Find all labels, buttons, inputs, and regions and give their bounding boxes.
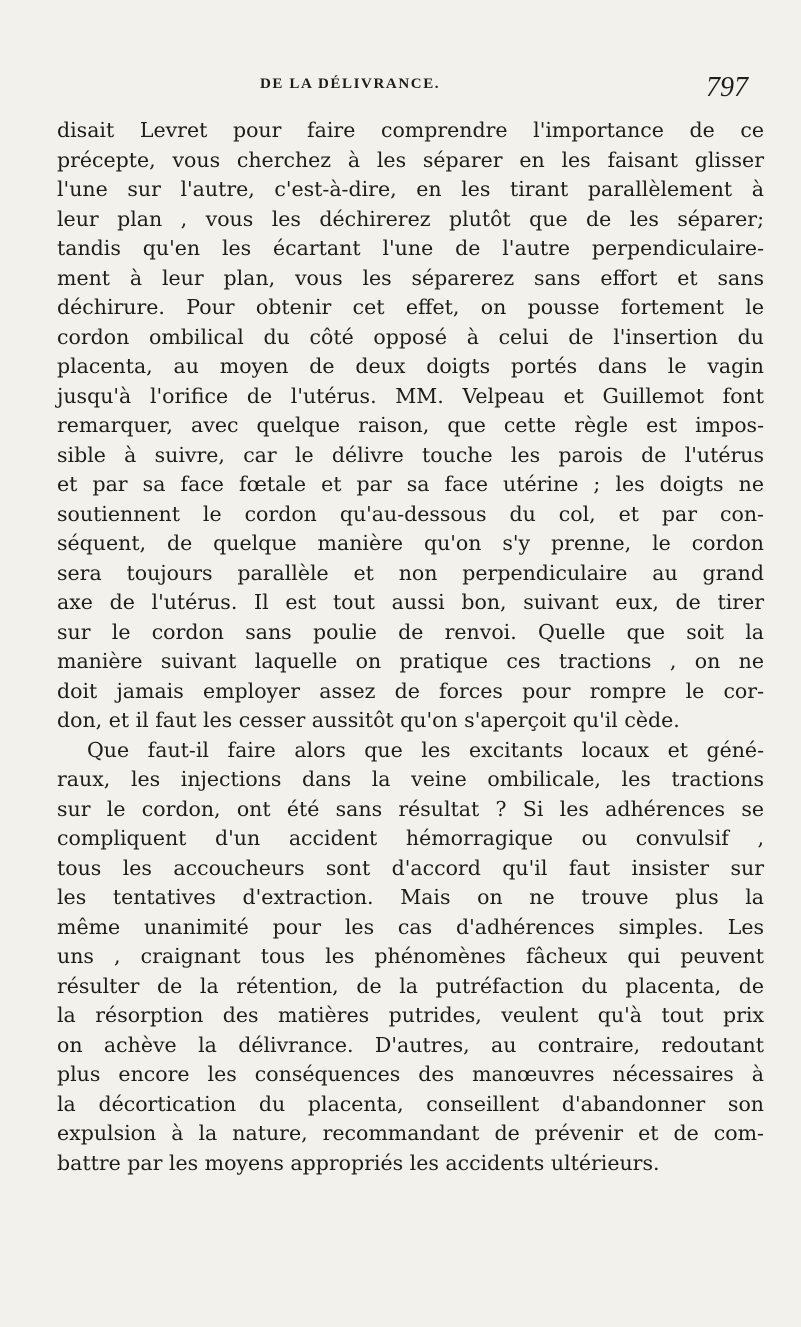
text-line: même unanimité pour les cas d'adhérences simples. Les xyxy=(57,914,764,939)
text-line: ment à leur plan, vous les séparerez sans effort et sans xyxy=(57,265,764,290)
text-line: et par sa face fœtale et par sa face utérine ; les doigts ne xyxy=(57,472,764,496)
text-line: précepte, vous cherchez à les séparer en les faisant glisser xyxy=(57,147,764,172)
text-line: sible à suivre, car le délivre touche les parois de l'utérus xyxy=(57,442,764,467)
body-text xyxy=(57,116,764,1178)
text-line: les tentatives d'extraction. Mais on ne trouve plus la xyxy=(57,885,764,909)
text-line: axe de l'utérus. Il est tout aussi bon, suivant eux, de tirer xyxy=(57,590,764,614)
text-line: séquent, de quelque manière qu'on s'y prenne, le cordon xyxy=(57,531,764,555)
text-line: placenta, au moyen de deux doigts portés dans le vagin xyxy=(57,354,764,378)
text-line: on achève la délivrance. D'autres, au contraire, redoutant xyxy=(57,1032,764,1057)
text-line: sur le cordon sans poulie de renvoi. Quelle que soit la xyxy=(57,619,764,644)
text-line: battre par les moyens appropriés les accidents ultérieurs. xyxy=(57,1150,660,1175)
text-line: soutiennent le cordon qu'au-dessous du col, et par con- xyxy=(57,501,764,526)
text-line: raux, les injections dans la veine ombilicale, les tractions xyxy=(57,767,764,791)
text-line: déchirure. Pour obtenir cet effet, on pousse fortement le xyxy=(57,295,764,319)
text-line: disait Levret pour faire comprendre l'importance de ce xyxy=(57,118,764,142)
text-line: jusqu'à l'orifice de l'utérus. MM. Velpeau et Guillemot font xyxy=(57,383,764,408)
text-line: la résorption des matières putrides, veulent qu'à tout prix xyxy=(57,1003,764,1027)
text-line: leur plan , vous les déchirerez plutôt que de les séparer; xyxy=(57,206,764,231)
text-line: manière suivant laquelle on pratique ces tractions , on ne xyxy=(57,649,764,673)
text-line: plus encore les conséquences des manœuvres nécessaires à xyxy=(57,1062,764,1086)
text-line: tandis qu'en les écartant l'une de l'autre perpendiculaire- xyxy=(57,236,764,260)
text-line: Que faut-il faire alors que les excitants locaux et géné- xyxy=(87,737,764,762)
text-line: cordon ombilical du côté opposé à celui de l'insertion du xyxy=(57,324,764,349)
text-line: résulter de la rétention, de la putréfaction du placenta, de xyxy=(57,973,764,998)
text-line: l'une sur l'autre, c'est-à-dire, en les tirant parallèlement à xyxy=(57,177,764,201)
text-line: tous les accoucheurs sont d'accord qu'il faut insister sur xyxy=(57,855,764,880)
page-number: 797 xyxy=(706,72,748,103)
text-line: uns , craignant tous les phénomènes fâcheux qui peuvent xyxy=(57,944,764,968)
running-head: DE LA DÉLIVRANCE. xyxy=(260,76,441,92)
text-line: expulsion à la nature, recommandant de prévenir et de com- xyxy=(57,1121,764,1145)
text-line: sur le cordon, ont été sans résultat ? Si les adhérences se xyxy=(57,796,764,821)
text-line: la décortication du placenta, conseillent d'abandonner son xyxy=(57,1091,764,1116)
text-line: sera toujours parallèle et non perpendiculaire au grand xyxy=(57,560,764,585)
text-line: don, et il faut les cesser aussitôt qu'on s'aperçoit qu'il cède. xyxy=(57,708,680,732)
text-line: compliquent d'un accident hémorragique ou convulsif , xyxy=(57,826,764,850)
text-line: doit jamais employer assez de forces pour rompre le cor- xyxy=(57,678,764,703)
text-line: remarquer, avec quelque raison, que cette règle est impos- xyxy=(57,413,764,437)
